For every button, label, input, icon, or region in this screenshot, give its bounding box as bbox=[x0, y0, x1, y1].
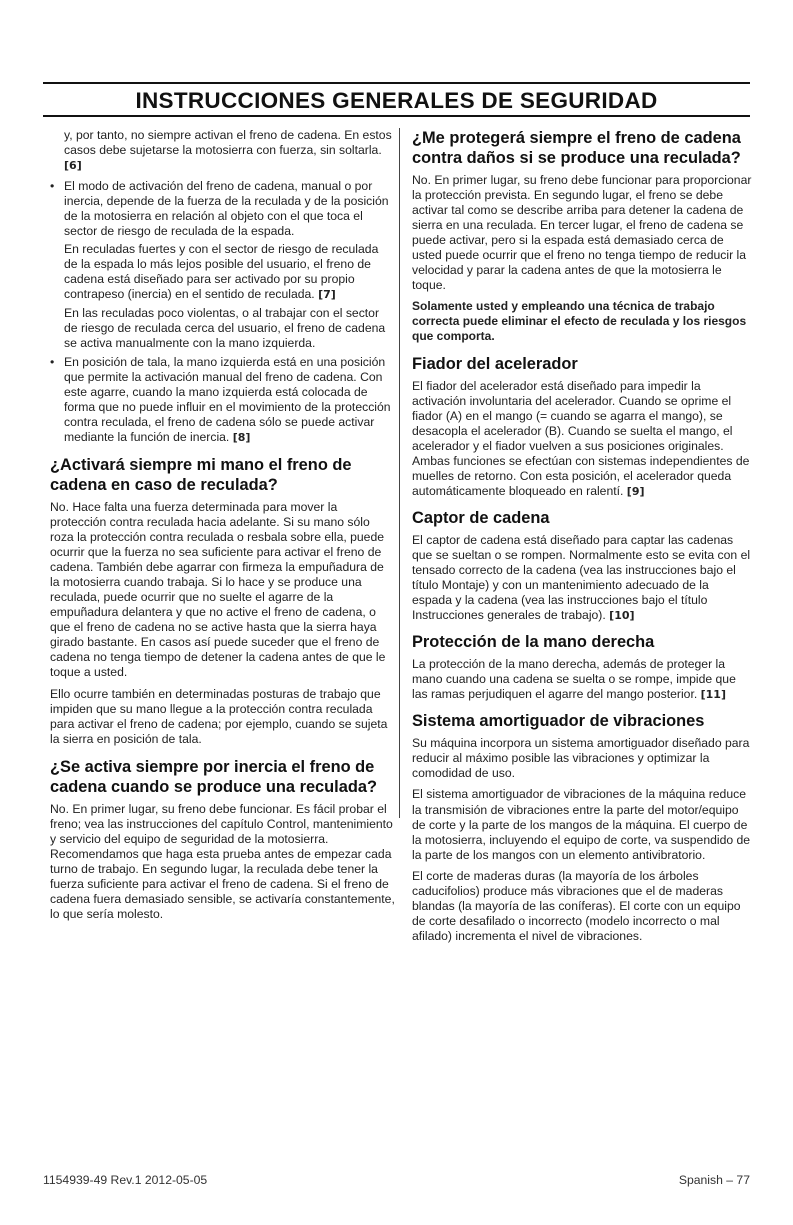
paragraph: El sistema amortiguador de vibraciones de la máquina reduce la transmisión de vibraciones entre la parte del motor/equipo de corte y la parte de los mangos de la máquina. El cuerpo de la motosierra, incluyendo el equipo de corte, va suspendido de la parte de los mangos con un elemento antivibratorio. bbox=[412, 787, 751, 862]
section-heading: ¿Se activa siempre por inercia el freno de cadena cuando se produce una reculada? bbox=[50, 757, 377, 796]
paragraph: No. En primer lugar, su freno debe funcionar para proporcionar la protección prevista. En segundo lugar, el freno se debe activar tal como se describe arriba para detener la cadena de sierra en una reculada. En tercer lugar, el freno de cadena se puede activar, pero si la espada está demasiado cerca de usted puede ocurrir que el freno no tenga tiempo de reducir la velocidad y parar la cadena antes de que la motosierra le toque. bbox=[412, 173, 752, 293]
figure-reference: [11] bbox=[700, 688, 726, 702]
figure-reference: [7] bbox=[318, 288, 336, 302]
left-column bbox=[50, 128, 395, 928]
paragraph: La protección de la mano derecha, además de proteger la mano cuando una cadena se suelta o se rompe, impide que las ramas perjudiquen el agarre del mango posterior. [11] bbox=[412, 657, 736, 702]
intro-paragraph: y, por tanto, no siempre activan el freno de cadena. En estos casos debe sujetarse la motosierra con fuerza, sin soltarla. [6] bbox=[64, 128, 392, 173]
figure-reference: [8] bbox=[232, 430, 251, 444]
section-heading: Fiador del acelerador bbox=[412, 354, 578, 373]
paragraph: No. En primer lugar, su freno debe funcionar. Es fácil probar el freno; vea las instrucciones del capítulo Control, mantenimiento y servicio del equipo de seguridad de la motosierra. Recomendamos que haga esta prueba antes de empezar cada turno de trabajo. En segundo lugar, la reculada debe tener la fuerza suficiente para activar el freno de cadena. Si el freno de cadena fuera demasiado sensible, se activaría constantemente, lo que sería molesto. bbox=[50, 801, 395, 922]
page-number: Spanish – 77 bbox=[678, 1173, 750, 1187]
column-divider bbox=[399, 128, 400, 818]
section-heading: Sistema amortiguador de vibraciones bbox=[412, 712, 705, 731]
figure-reference: [6] bbox=[64, 159, 82, 173]
paragraph: El corte de maderas duras (la mayoría de los árboles caducifolios) produce más vibraciones que el de maderas blandas (la mayoría de las coníferas). El corte con un equipo de corte desafilado o incorrecto (modelo incorrecto o mal afilado) incrementa el nivel de vibraciones. bbox=[412, 868, 741, 943]
document-id: 1154939-49 Rev.1 2012-05-05 bbox=[43, 1173, 208, 1187]
right-column bbox=[412, 128, 752, 950]
list-item: • En posición de tala, la mano izquierda está en una posición que permite la activación manual del freno de cadena. Con este agarre, cuando la mano izquierda está colocada de forma que no puede influir en el movimiento de la protección contra reculada, el freno de cadena sólo se puede activar mediante la función de inercia. [8] bbox=[50, 355, 395, 445]
section-heading: ¿Activará siempre mi mano el freno de cadena en caso de reculada? bbox=[50, 455, 352, 494]
paragraph: Ello ocurre también en determinadas posturas de trabajo que impiden que su mano llegue a la protección contra reculada para activar el freno de cadena; por ejemplo, cuando se sujeta la sierra en posición de tala. bbox=[50, 686, 388, 746]
figure-reference: [10] bbox=[609, 609, 635, 623]
warning-paragraph: Solamente usted y empleando una técnica de trabajo correcta puede eliminar el efecto de reculada y los riesgos que comporta. bbox=[412, 299, 747, 344]
top-rule bbox=[43, 82, 750, 84]
list-item: • El modo de activación del freno de cadena, manual o por inercia, depende de la fuerza de la reculada y de la posición de la motosierra en relación al objeto con el que toca el sector de riesgo de reculada de la espada. En reculadas fuertes y con el sector de riesgo de reculada de la espada lo más lejos posible del usuario, el freno de cadena está diseñado para ser activado por su propio contrapeso (inercia) en el sentido de reculada. [7] En las reculadas poco violentas, o al trabajar con el sector de riesgo de reculada cerca del usuario, el freno de cadena se activa manualmente con la mano izquierda. bbox=[50, 179, 395, 351]
title-rule bbox=[43, 115, 750, 117]
section-heading: Protección de la mano derecha bbox=[412, 633, 655, 652]
bullet-list bbox=[50, 179, 395, 445]
paragraph: No. Hace falta una fuerza determinada para mover la protección contra reculada hacia adelante. Si su mano sólo roza la protección contra reculada o resbala sobre ella, puede ocurrir que la fuerza no sea suficiente para activar el freno de cadena. También debe agarrar con firmeza la empuñadura de la motosierra cuando trabaja. Si lo hace y se produce una reculada, puede ocurrir que no suelte el agarre de la empuñadura delantera y que no active el freno de cadena, o que el freno de cadena no se active hasta que la sierra haya girado bastante. En casos así puede suceder que el freno de cadena no tenga tiempo de detener la cadena antes de que le toque a usted. bbox=[50, 499, 386, 680]
section-heading: ¿Me protegerá siempre el freno de cadena contra daños si se produce una reculada? bbox=[412, 129, 741, 167]
figure-reference: [9] bbox=[626, 484, 645, 498]
page-title: INSTRUCCIONES GENERALES DE SEGURIDAD bbox=[135, 88, 658, 113]
section-heading: Captor de cadena bbox=[412, 508, 550, 527]
paragraph: El captor de cadena está diseñado para captar las cadenas que se sueltan o se rompen. Normalmente esto se evita con el tensado correcto de la cadena (vea las instrucciones bajo el título Montaje) y con un mantenimiento adecuado de la espada y la cadena (vea las instrucciones bajo el título Instrucciones generales de trabajo). [10] bbox=[412, 532, 751, 623]
paragraph: El fiador del acelerador está diseñado para impedir la activación involuntaria del acelerador. Cuando se oprime el fiador (A) en el mango (= cuando se agarra el mango), se desacopla el acelerador (B). Cuando se suelta el mango, el acelerador y el fiador vuelven a sus posiciones originales. Ambas funciones se efectúan con sistemas independientes de muelles de retorno. Con esta posición, el acelerador queda automáticamente bloqueado en ralentí. [9] bbox=[412, 378, 750, 498]
paragraph: Su máquina incorpora un sistema amortiguador diseñado para reducir al máximo posible las vibraciones y optimizar la comodidad de uso. bbox=[412, 736, 750, 781]
